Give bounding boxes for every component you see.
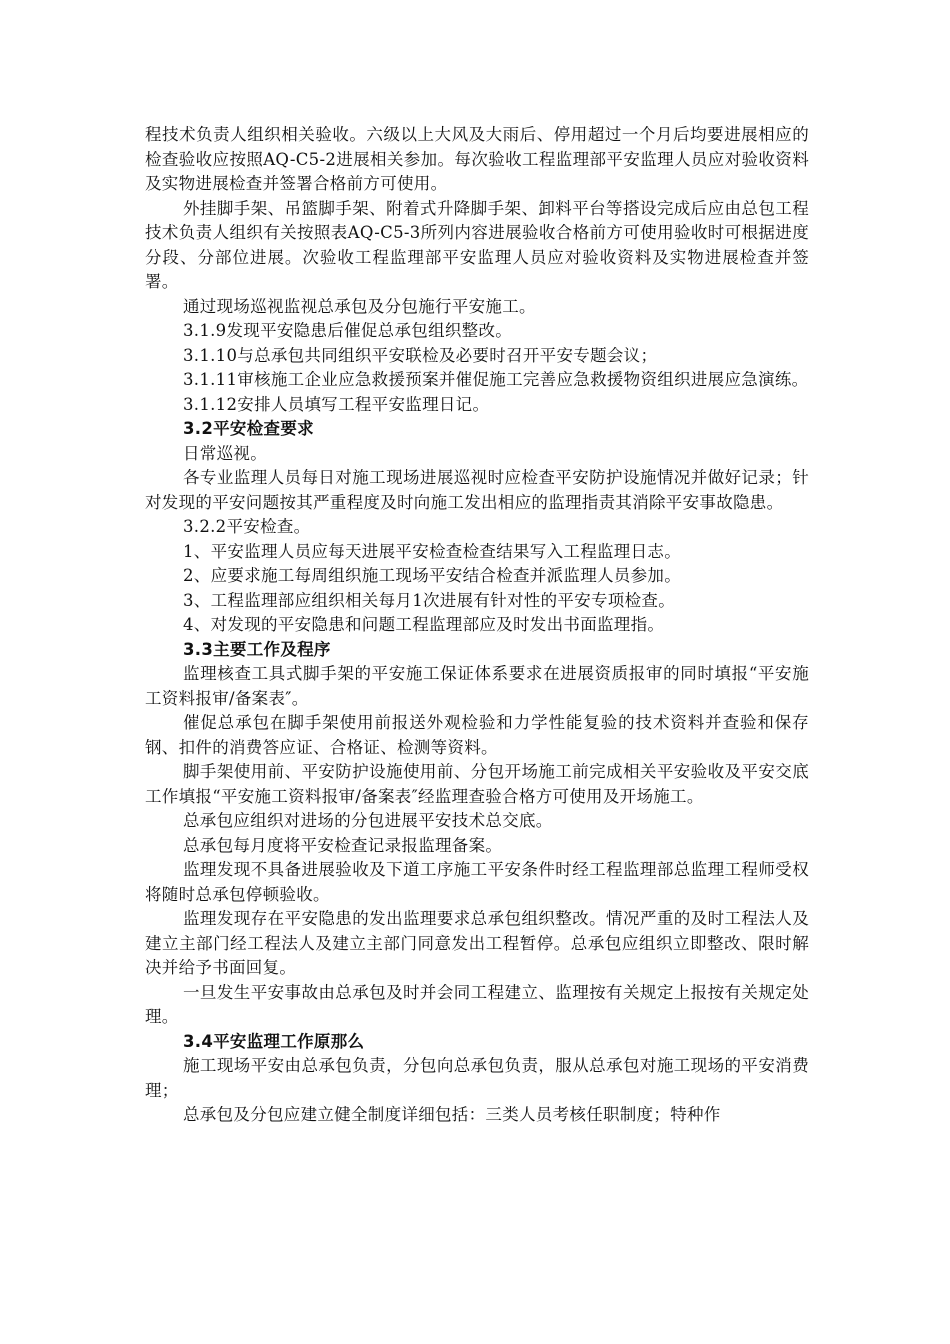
paragraph-20: 总承包及分包应建立健全制度详细包括：三类人员考核任职制度；特种作 [183, 1105, 721, 1124]
paragraph-3: 通过现场巡视监视总承包及分包施行平安施工。 [183, 296, 536, 316]
paragraph-19: 施工现场平安由总承包负责，分包向总承包负责，服从总承包对施工现场的平安消费理； [145, 1056, 809, 1100]
paragraph-18: 一旦发生平安事故由总承包及时并会同工程建立、监理按有关规定上报按有关规定处理。 [145, 982, 809, 1026]
paragraph-8: 日常巡视。 [183, 443, 267, 463]
paragraph-5: 3.1.10与总承包共同组织平安联检及必要时召开平安专题会议； [183, 345, 658, 365]
section-heading-3-2: 3.2平安检查要求 [183, 419, 314, 438]
paragraph-13: 脚手架使用前、平安防护设施使用前、分包开场施工前完成相关平安验收及平安交底工作填报“平安施工资料报审/备案表″经监理查验合格方可使用及开场施工。 [145, 762, 809, 806]
paragraph-6: 3.1.11审核施工企业应急救援预案并催促施工完善应急救援物资组织进展应急演练。 [183, 370, 809, 389]
paragraph-4: 3.1.9发现平安隐患后催促总承包组织整改。 [183, 321, 513, 340]
paragraph-11: 监理核查工具式脚手架的平安施工保证体系要求在进展资质报审的同时填报“平安施工资料报审/备案表″。 [145, 664, 809, 708]
paragraph-16: 监理发现不具备进展验收及下道工序施工平安条件时经工程监理部总监理工程师受权将随时总承包停顿验收。 [145, 860, 809, 904]
paragraph-17: 监理发现存在平安隐患的发出监理要求总承包组织整改。情况严重的及时工程法人及建立主部门经工程法人及建立主部门同意发出工程暂停。总承包应组织立即整改、限时解决并给予书面回复。 [145, 909, 809, 977]
document-page [145, 123, 809, 1128]
section-heading-3-3: 3.3主要工作及程序 [183, 639, 331, 659]
paragraph-9: 各专业监理人员每日对施工现场进展巡视时应检查平安防护设施情况并做好记录；针对发现的平安问题按其严重程度及时向施工发出相应的监理指责其消除平安事故隐患。 [145, 468, 809, 512]
list-item-3: 3、工程监理部应组织相关每月1次进展有针对性的平安专项检查。 [183, 590, 675, 610]
list-item-4: 4、对发现的平安隐患和问题工程监理部应及时发出书面监理指。 [183, 615, 665, 634]
list-item-2: 2、应要求施工每周组织施工现场平安结合检查并派监理人员参加。 [183, 566, 681, 585]
paragraph-14: 总承包应组织对进场的分包进展平安技术总交底。 [183, 811, 553, 830]
paragraph-12: 催促总承包在脚手架使用前报送外观检验和力学性能复验的技术资料并查验和保存钢、扣件的消费答应证、合格证、检测等资料。 [145, 713, 809, 757]
paragraph-7: 3.1.12安排人员填写工程平安监理日记。 [183, 394, 490, 414]
section-heading-3-4: 3.4平安监理工作原那么 [183, 1031, 365, 1051]
paragraph-1: 程技术负责人组织相关验收。六级以上大风及大雨后、停用超过一个月后均要进展相应的检查验收应按照AQ-C5-2进展相关参加。每次验收工程监理部平安监理人员应对验收资料及实物进展检查并签署合格前方可使用。 [145, 125, 809, 193]
paragraph-10: 3.2.2平安检查。 [183, 517, 311, 536]
paragraph-15: 总承包每月度将平安检查记录报监理备案。 [183, 835, 503, 855]
paragraph-2: 外挂脚手架、吊篮脚手架、附着式升降脚手架、卸料平台等搭设完成后应由总包工程技术负责人组织有关按照表AQ-C5-3所列内容进展验收合格前方可使用验收时可根据进度分段、分部位进展。次验收工程监理部平安监理人员应对验收资料及实物进展检查并签署。 [145, 198, 809, 291]
list-item-1: 1、平安监理人员应每天进展平安检查检查结果写入工程监理日志。 [183, 541, 681, 561]
